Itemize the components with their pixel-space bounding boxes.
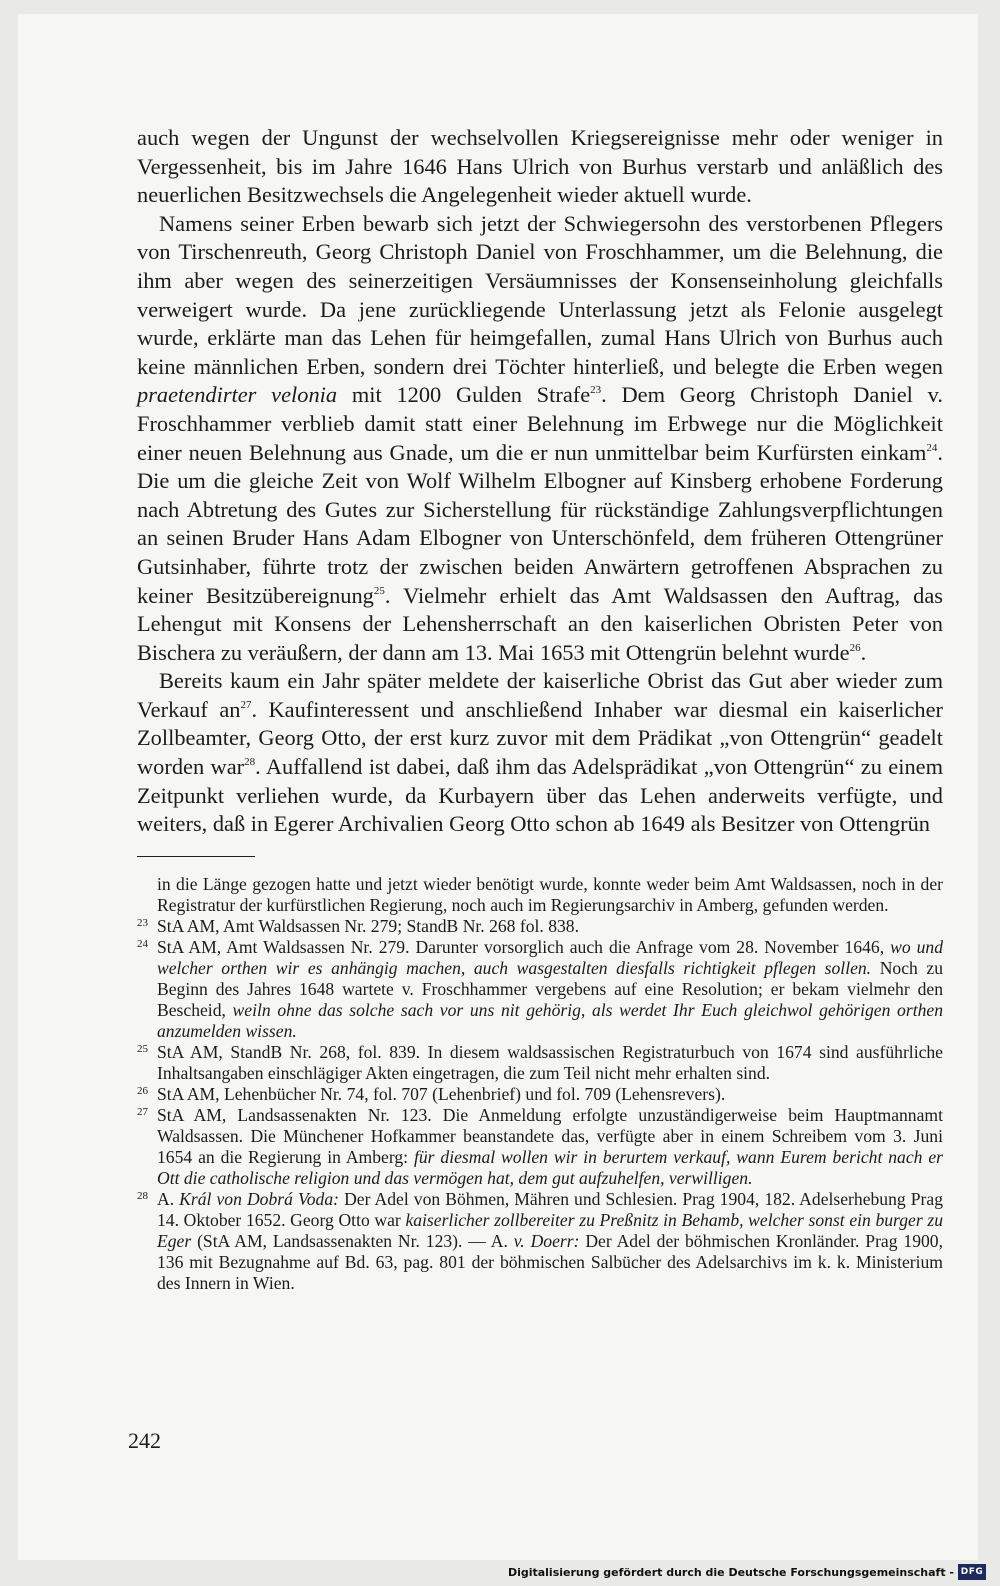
footnote-continuation: in die Länge gezogen hatte und jetzt wieder benötigt wurde, konnte weder beim Amt Waldsassen, noch in der Registratur der kurfürstlichen Regierung, noch auch im Regierungsarchiv in Amberg, gefunden werden. <box>157 874 943 915</box>
footnotes <box>137 874 943 1294</box>
footnote-27: 27 StA AM, Landsassenakten Nr. 123. Die Anmeldung erfolgte unzuständigerweise beim Hauptmannamt Waldsassen. Die Münchener Hofkammer beanstandete das, verfügte aber in einem Schreibem vom 3. Juni 1654 an die Regierung in Amberg: für diesmal wollen wir in berurtem verkauf, wann Eurem bericht nach er Ott die catholische religion und das vermögen hat, dem gut aufzuhelfen, verwilligen. <box>137 1105 943 1188</box>
footnote-ref-26: 26 <box>849 641 861 654</box>
main-text <box>137 124 943 839</box>
digitization-credit: Digitalisierung gefördert durch die Deutsche Forschungsgemeinschaft - <box>507 1566 954 1579</box>
footnote-ref-27: 27 <box>240 698 252 711</box>
dfg-logo: DFG <box>958 1564 986 1580</box>
footnote-ref-28: 28 <box>244 756 256 769</box>
paragraph-3: Bereits kaum ein Jahr später meldete der kaiserliche Obrist das Gut aber wieder zum Verkauf $an^{27}$. Kaufinteressent und anschließend Inhaber war diesmal ein kaiserlicher Zollbeamter, Georg Otto, der erst kurz zuvor mit dem Prädikat „von Ottengrün“ geadelt worden war$^{28}$. Auffallend ist dabei, daß ihm das Adelsprädikat „von Ottengrün“ zu einem Zeitpunkt verliehen wurde, da Kurbayern über das Lehen anderweits verfügte, und weiters, daß in Egerer Archivalien Georg Otto schon ab 1649 als Besitzer von Ottengrün <box>137 668 944 837</box>
footnote-28: 28 A. Král von Dobrá Voda: Der Adel von Böhmen, Mähren und Schlesien. Prag 1904, 182. Adelserhebung Prag 14. Oktober 1652. Georg Otto war kaiserlicher zollbereiter zu Preßnitz in Behamb, welcher sonst ein burger zu Eger (StA AM, Landsassenakten Nr. 123). — A. v. Doerr: Der Adel der böhmischen Kronländer. Prag 1900, 136 mit Bezugnahme auf Bd. 63, pag. 801 der böhmischen Salbücher des Adelsarchivs im k. k. Ministerium des Innern in Wien. <box>137 1189 943 1293</box>
footnote-separator <box>137 856 255 857</box>
paragraph-1: auch wegen der Ungunst der wechselvollen Kriegsereignisse mehr oder weniger in Vergessenheit, bis im Jahre 1646 Hans Ulrich von Burhus verstarb und anläßlich des neuerlichen Besitzwechsels die Angelegenheit wieder aktuell wurde. <box>137 125 943 208</box>
footnote-23: 23 StA AM, Amt Waldsassen Nr. 279; StandB Nr. 268 fol. 838. <box>137 916 579 936</box>
footnote-ref-24: 24 <box>926 441 938 454</box>
page-number: 242 <box>128 1428 161 1453</box>
footnote-ref-25: 25 <box>373 584 385 597</box>
footnote-26: 26 StA AM, Lehenbücher Nr. 74, fol. 707 (Lehenbrief) und fol. 709 (Lehensrevers). <box>137 1084 726 1104</box>
footnote-25: 25 StA AM, StandB Nr. 268, fol. 839. In diesem waldsassischen Registraturbuch von 1674 sind ausführliche Inhaltsangaben einschlägiger Akten eingetragen, die zum Teil nicht mehr erhalten sind. <box>137 1042 943 1083</box>
footnote-ref-23: 23 <box>590 384 602 397</box>
paragraph-2: Namens seiner Erben bewarb sich jetzt der Schwiegersohn des verstorbenen Pflegers von Tirschenreuth, Georg Christoph Daniel von Froschhammer, um die Belehnung, die ihm aber wegen des seinerzeitigen Versäumnisses der Konsenseinholung gleichfalls verweigert wurde. Da jene zurückliegende Unterlassung jetzt als Felonie ausgelegt wurde, erklärte man das Lehen für heimgefallen, zumal Hans Ulrich von Burhus auch keine männlichen Erben, sondern drei Töchter hinterließ, und belegte die Erben wegen praetendirter velonia mit 1200 Gulden Strafe$^{23}$. Dem Georg Christoph Daniel v. Froschhammer verblieb damit statt einer Belehnung im Erbwege nur die Möglichkeit einer neuen Belehnung aus Gnade, um die er nun unmittelbar beim Kurfürsten einkam$^{24}$. Die um die gleiche Zeit von Wolf Wilhelm Elbogner auf Kinsberg erhobene Forderung nach Abtretung des Gutes zur Sicherstellung für rückständige Zahlungsverpflichtungen an seinen Bruder Hans Adam Elbogner von Unterschönfeld, dem früheren Ottengrüner Gutsinhaber, führte trotz der zwischen beiden Anwärtern getroffenen Absprachen zu keiner Besitzübereignung$^{25}$. Vielmehr erhielt das Amt Waldsassen den Auftrag, das Lehengut mit Konsens der Lehensherrschaft an den kaiserlichen Obristen Peter von Bischera zu veräußern, der dann am 13. Mai 1653 mit Ottengrün belehnt wurde$^{26}$. <box>137 210 943 665</box>
footnote-24: 24 StA AM, Amt Waldsassen Nr. 279. Darunter vorsorglich auch die Anfrage vom 28. November 1646, wo und welcher orthen wir es anhängig machen, auch wasgestalten diesfalls richtigkeit pflegen sollen. Noch zu Beginn des Jahres 1648 wartete v. Froschhammer vergebens auf eine Resolution; er bekam vielmehr den Bescheid, weiln ohne das solche sach vor uns nit gehörig, als werdet Ihr Euch gleichwol gehörigen orthen anzumelden wissen. <box>137 937 943 1041</box>
